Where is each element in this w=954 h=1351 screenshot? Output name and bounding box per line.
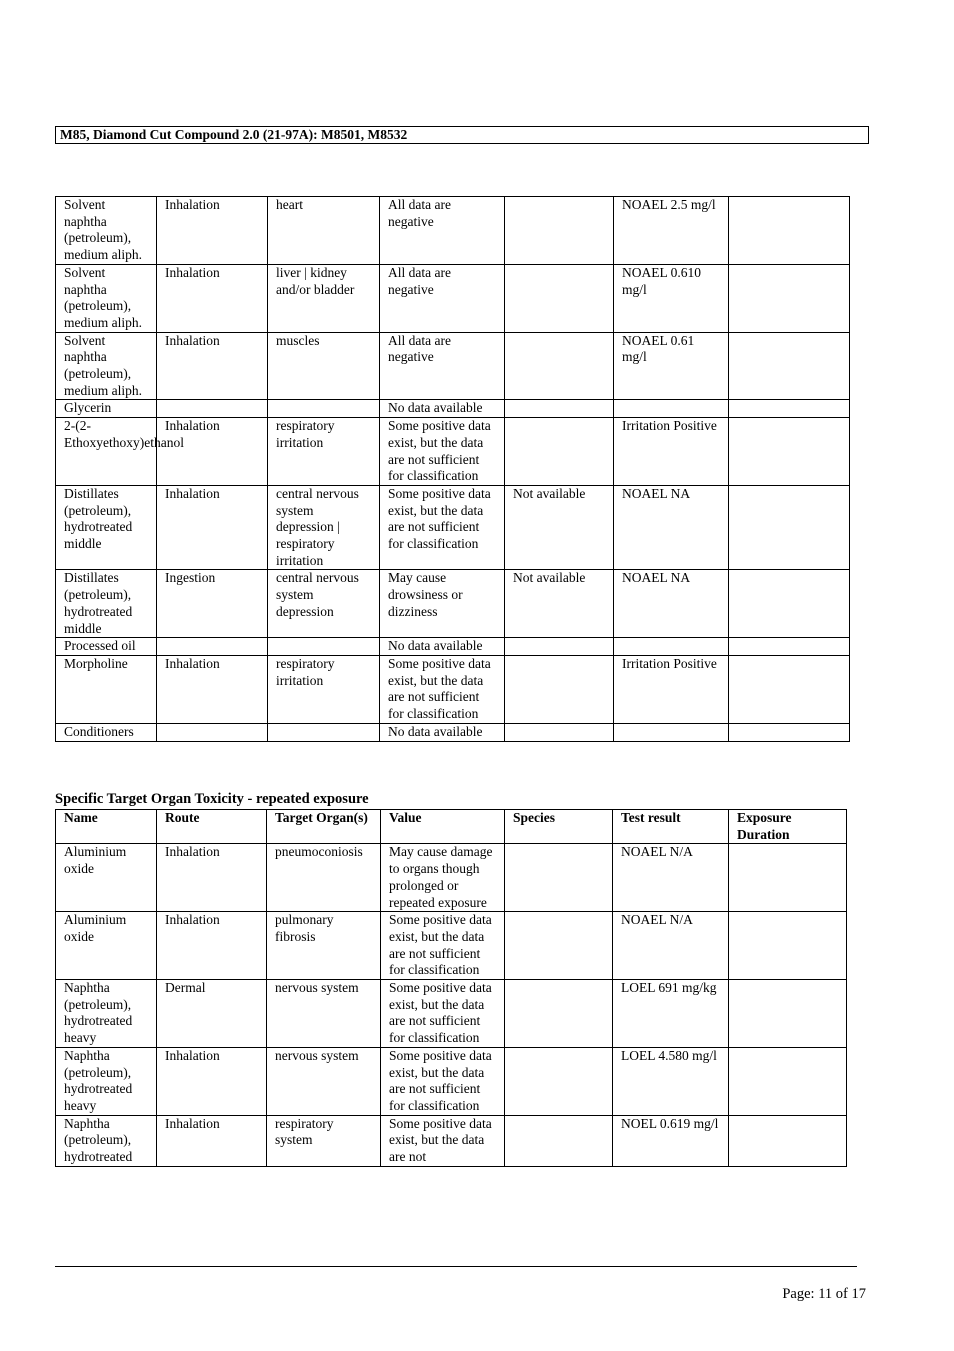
table-cell: pulmonary fibrosis bbox=[267, 912, 381, 980]
table-cell: Naphtha (petroleum), hydrotreated bbox=[56, 1115, 157, 1166]
table-cell: May cause drowsiness or dizziness bbox=[380, 570, 505, 638]
table-header-row bbox=[56, 810, 847, 844]
table-cell: Irritation Positive bbox=[614, 418, 729, 486]
table-cell: NOAEL 0.61 mg/l bbox=[614, 332, 729, 400]
table-cell bbox=[614, 723, 729, 741]
table-cell: Dermal bbox=[157, 980, 267, 1048]
col-header-name: Name bbox=[56, 810, 157, 844]
table-row bbox=[56, 844, 847, 912]
table-cell: heart bbox=[268, 197, 380, 265]
table-cell: central nervous system depression | respiratory irritation bbox=[268, 485, 380, 570]
table-cell: No data available bbox=[380, 400, 505, 418]
table-cell bbox=[729, 332, 850, 400]
table-cell: Some positive data exist, but the data are not sufficient for classification bbox=[380, 418, 505, 486]
page-number: Page: 11 of 17 bbox=[782, 1286, 866, 1302]
table-cell bbox=[729, 485, 850, 570]
table-cell bbox=[505, 400, 614, 418]
table-cell: NOAEL NA bbox=[614, 570, 729, 638]
table-cell: No data available bbox=[380, 638, 505, 656]
table-cell bbox=[729, 197, 850, 265]
table-cell: Conditioners bbox=[56, 723, 157, 741]
table-cell: Irritation Positive bbox=[614, 655, 729, 723]
table-cell: 2-(2-Ethoxyethoxy)ethanol bbox=[56, 418, 157, 486]
table-cell bbox=[505, 912, 613, 980]
table-cell: Glycerin bbox=[56, 400, 157, 418]
table-cell: All data are negative bbox=[380, 264, 505, 332]
table-cell: All data are negative bbox=[380, 197, 505, 265]
table-row bbox=[56, 197, 850, 265]
table-cell: Not available bbox=[505, 570, 614, 638]
table-cell bbox=[268, 723, 380, 741]
table-cell: Some positive data exist, but the data are not sufficient for classification bbox=[381, 980, 505, 1048]
section-title-repeated-exposure: Specific Target Organ Toxicity - repeated exposure bbox=[55, 791, 369, 807]
table-cell: Some positive data exist, but the data are not sufficient for classification bbox=[381, 912, 505, 980]
table-row bbox=[56, 1115, 847, 1166]
table-cell bbox=[505, 844, 613, 912]
table-cell: Naphtha (petroleum), hydrotreated heavy bbox=[56, 980, 157, 1048]
table-row bbox=[56, 570, 850, 638]
table-cell bbox=[729, 1047, 847, 1115]
table-cell bbox=[729, 638, 850, 656]
table-cell bbox=[614, 638, 729, 656]
col-header-route: Route bbox=[157, 810, 267, 844]
table-cell: nervous system bbox=[267, 980, 381, 1048]
table-cell: Some positive data exist, but the data are not sufficient for classification bbox=[380, 655, 505, 723]
table-cell bbox=[268, 400, 380, 418]
table-cell: nervous system bbox=[267, 1047, 381, 1115]
table-cell: liver | kidney and/or bladder bbox=[268, 264, 380, 332]
table-cell bbox=[729, 655, 850, 723]
table-row bbox=[56, 400, 850, 418]
table-cell: Inhalation bbox=[157, 1047, 267, 1115]
table-cell bbox=[505, 723, 614, 741]
table-cell: Not available bbox=[505, 485, 614, 570]
table-cell bbox=[505, 655, 614, 723]
col-header-target-organs: Target Organ(s) bbox=[267, 810, 381, 844]
table-cell: Solvent naphtha (petroleum), medium aliph. bbox=[56, 264, 157, 332]
table-cell bbox=[505, 980, 613, 1048]
table-cell bbox=[729, 264, 850, 332]
table-cell bbox=[505, 1047, 613, 1115]
col-header-exposure-duration: Exposure Duration bbox=[729, 810, 847, 844]
table-cell: NOAEL N/A bbox=[613, 844, 729, 912]
document-header-title: M85, Diamond Cut Compound 2.0 (21-97A): M8501, M8532 bbox=[55, 126, 869, 144]
table-row bbox=[56, 332, 850, 400]
table-cell: Distillates (petroleum), hydrotreated middle bbox=[56, 570, 157, 638]
table-cell: May cause damage to organs though prolonged or repeated exposure bbox=[381, 844, 505, 912]
col-header-species: Species bbox=[505, 810, 613, 844]
table-cell: pneumoconiosis bbox=[267, 844, 381, 912]
table-cell: LOEL 691 mg/kg bbox=[613, 980, 729, 1048]
table-cell bbox=[268, 638, 380, 656]
table-cell bbox=[729, 570, 850, 638]
table-cell bbox=[729, 1115, 847, 1166]
table-cell bbox=[505, 197, 614, 265]
table-cell bbox=[729, 844, 847, 912]
table-cell: Solvent naphtha (petroleum), medium aliph. bbox=[56, 197, 157, 265]
table-cell bbox=[614, 400, 729, 418]
table-cell: Aluminium oxide bbox=[56, 912, 157, 980]
table-row bbox=[56, 638, 850, 656]
table-cell bbox=[729, 418, 850, 486]
table-cell: Morpholine bbox=[56, 655, 157, 723]
table-cell bbox=[505, 418, 614, 486]
table-cell bbox=[505, 1115, 613, 1166]
table-cell bbox=[729, 980, 847, 1048]
table-cell: Inhalation bbox=[157, 264, 268, 332]
table-cell: Inhalation bbox=[157, 332, 268, 400]
table-cell bbox=[505, 264, 614, 332]
table-row bbox=[56, 264, 850, 332]
table-cell: Inhalation bbox=[157, 844, 267, 912]
table-cell: Naphtha (petroleum), hydrotreated heavy bbox=[56, 1047, 157, 1115]
col-header-test-result: Test result bbox=[613, 810, 729, 844]
table-cell: All data are negative bbox=[380, 332, 505, 400]
table-row bbox=[56, 655, 850, 723]
table-cell: Some positive data exist, but the data are not bbox=[381, 1115, 505, 1166]
table-cell: LOEL 4.580 mg/l bbox=[613, 1047, 729, 1115]
table-cell: Inhalation bbox=[157, 912, 267, 980]
table-cell bbox=[157, 638, 268, 656]
table-cell: Aluminium oxide bbox=[56, 844, 157, 912]
table-cell: respiratory irritation bbox=[268, 418, 380, 486]
table-cell: Ingestion bbox=[157, 570, 268, 638]
table-row bbox=[56, 980, 847, 1048]
table-cell bbox=[729, 400, 850, 418]
table-cell: NOAEL 2.5 mg/l bbox=[614, 197, 729, 265]
table-cell: NOAEL NA bbox=[614, 485, 729, 570]
table-cell bbox=[505, 332, 614, 400]
table-row bbox=[56, 1047, 847, 1115]
table-cell bbox=[505, 638, 614, 656]
table-cell: central nervous system depression bbox=[268, 570, 380, 638]
table-cell: Inhalation bbox=[157, 1115, 267, 1166]
repeated-exposure-table bbox=[55, 809, 847, 1167]
table-cell: No data available bbox=[380, 723, 505, 741]
table-cell bbox=[729, 723, 850, 741]
table-cell bbox=[157, 723, 268, 741]
table-row bbox=[56, 723, 850, 741]
table-row bbox=[56, 485, 850, 570]
table-cell: Some positive data exist, but the data are not sufficient for classification bbox=[381, 1047, 505, 1115]
table-cell: Some positive data exist, but the data are not sufficient for classification bbox=[380, 485, 505, 570]
table-cell: NOAEL 0.610 mg/l bbox=[614, 264, 729, 332]
footer-divider bbox=[55, 1266, 857, 1267]
table-cell: NOEL 0.619 mg/l bbox=[613, 1115, 729, 1166]
table-cell: Inhalation bbox=[157, 197, 268, 265]
col-header-value: Value bbox=[381, 810, 505, 844]
table-cell bbox=[157, 400, 268, 418]
table-cell bbox=[729, 912, 847, 980]
table-cell: Inhalation bbox=[157, 418, 268, 486]
table-row bbox=[56, 418, 850, 486]
table-cell: Solvent naphtha (petroleum), medium aliph. bbox=[56, 332, 157, 400]
table-cell: muscles bbox=[268, 332, 380, 400]
table-cell: respiratory irritation bbox=[268, 655, 380, 723]
single-exposure-table bbox=[55, 196, 850, 742]
table-cell: respiratory system bbox=[267, 1115, 381, 1166]
table-cell: Inhalation bbox=[157, 655, 268, 723]
table-cell: NOAEL N/A bbox=[613, 912, 729, 980]
table-cell: Distillates (petroleum), hydrotreated middle bbox=[56, 485, 157, 570]
table-cell: Processed oil bbox=[56, 638, 157, 656]
table-cell: Inhalation bbox=[157, 485, 268, 570]
table-row bbox=[56, 912, 847, 980]
